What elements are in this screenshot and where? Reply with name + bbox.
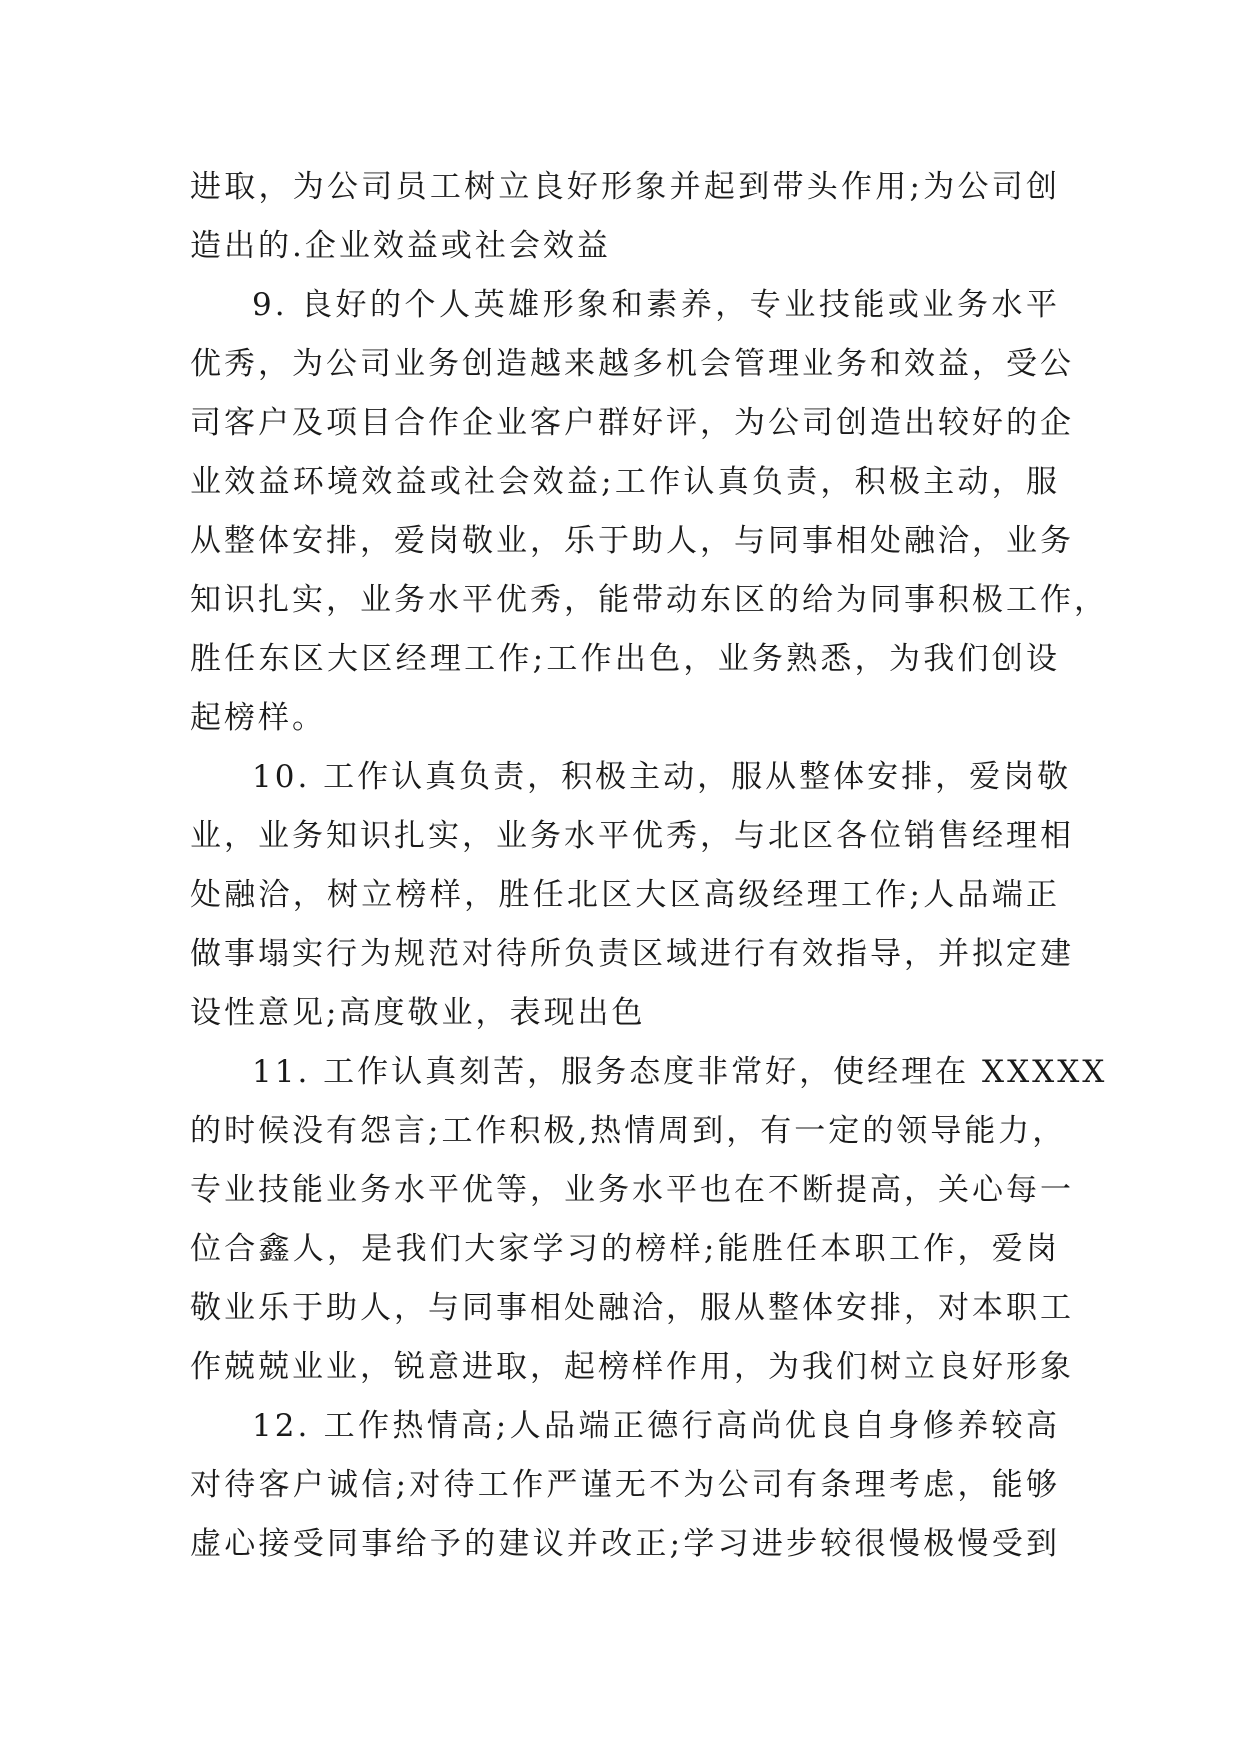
text-line: 位合鑫人，是我们大家学习的榜样;能胜任本职工作，爱岗: [190, 1231, 1060, 1267]
text-line: 造出的.企业效益或社会效益: [190, 228, 611, 264]
text-line: 虚心接受同事给予的建议并改正;学习进步较很慢极慢受到: [190, 1526, 1060, 1562]
paragraph-first-line: 10. 工作认真负责，积极主动，服从整体安排，爱岗敬: [252, 759, 1072, 795]
paragraph-first-line: 9. 良好的个人英雄形象和素养，专业技能或业务水平: [252, 287, 1060, 323]
text-line: 敬业乐于助人，与同事相处融洽，服从整体安排，对本职工: [190, 1290, 1074, 1326]
text-line: 专业技能业务水平优等，业务水平也在不断提高，关心每一: [190, 1172, 1074, 1208]
text-line: 做事塌实行为规范对待所负责区域进行有效指导，并拟定建: [190, 936, 1074, 972]
text-line: 对待客户诚信;对待工作严谨无不为公司有条理考虑，能够: [190, 1467, 1060, 1503]
text-line: 从整体安排，爱岗敬业，乐于助人，与同事相处融洽，业务: [190, 523, 1074, 559]
text-line: 胜任东区大区经理工作;工作出色，业务熟悉，为我们创设: [190, 641, 1060, 677]
text-line: 业效益环境效益或社会效益;工作认真负责，积极主动，服: [190, 464, 1060, 500]
text-line: 设性意见;高度敬业，表现出色: [190, 995, 646, 1031]
text-line: 作兢兢业业，锐意进取，起榜样作用，为我们树立良好形象: [190, 1349, 1074, 1385]
text-line: 处融洽，树立榜样，胜任北区大区高级经理工作;人品端正: [190, 877, 1060, 913]
text-line: 的时候没有怨言;工作积极,热情周到，有一定的领导能力，: [190, 1113, 1067, 1149]
text-line: 知识扎实，业务水平优秀，能带动东区的给为同事积极工作，: [190, 582, 1108, 618]
text-line: 业，业务知识扎实，业务水平优秀，与北区各位销售经理相: [190, 818, 1074, 854]
text-line: 起榜样。: [190, 700, 326, 736]
paragraph-first-line: 11. 工作认真刻苦，服务态度非常好，使经理在 XXXXX: [252, 1054, 1108, 1090]
text-line: 司客户及项目合作企业客户群好评，为公司创造出较好的企: [190, 405, 1074, 441]
paragraph-first-line: 12. 工作热情高;人品端正德行高尚优良自身修养较高: [252, 1408, 1060, 1444]
text-line: 优秀，为公司业务创造越来越多机会管理业务和效益，受公: [190, 346, 1074, 382]
document-body: [190, 158, 1108, 1574]
text-line: 进取，为公司员工树立良好形象并起到带头作用;为公司创: [190, 169, 1060, 205]
